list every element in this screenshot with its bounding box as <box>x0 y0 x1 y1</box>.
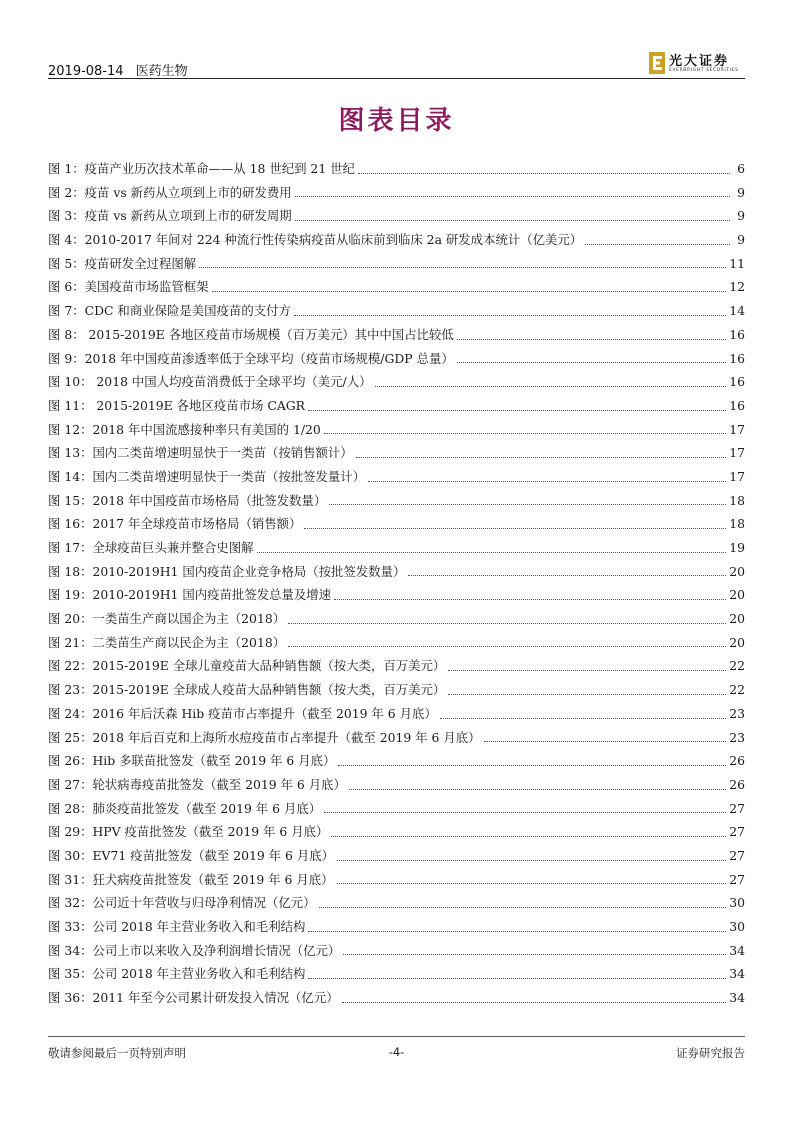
toc-dot-leader <box>308 409 726 411</box>
toc-entry-label[interactable]: 图 6：美国疫苗市场监管框架 <box>48 279 209 295</box>
toc-entry-label[interactable]: 图 25：2018 年后百克和上海所水痘疫苗市占率提升（截至 2019 年 6 月底） <box>48 729 481 745</box>
toc-entry[interactable] <box>48 773 745 797</box>
toc-entry-page[interactable]: 11 <box>729 255 745 271</box>
toc-entry[interactable] <box>48 749 745 773</box>
toc-dot-leader <box>457 338 726 340</box>
company-logo <box>649 50 745 78</box>
figure-table-of-contents <box>48 157 745 1010</box>
toc-dot-leader <box>440 717 726 719</box>
toc-entry[interactable] <box>48 299 745 323</box>
toc-entry-page[interactable]: 14 <box>729 303 745 319</box>
toc-entry-label[interactable]: 图 21：二类苗生产商以民企为主（2018） <box>48 634 286 650</box>
logo-mark-icon <box>649 52 665 74</box>
toc-entry-page[interactable]: 20 <box>729 634 745 650</box>
toc-entry-page[interactable]: 20 <box>729 611 745 627</box>
toc-dot-leader <box>448 669 726 671</box>
toc-dot-leader <box>324 432 726 434</box>
toc-dot-leader <box>349 788 726 790</box>
toc-entry-label[interactable]: 图 36：2011 年至今公司累计研发投入情况（亿元） <box>48 990 339 1006</box>
toc-entry-page[interactable]: 23 <box>729 705 745 721</box>
toc-entry-label[interactable]: 图 1：疫苗产业历次技术革命——从 18 世纪到 21 世纪 <box>48 161 355 176</box>
toc-entry[interactable] <box>48 323 745 347</box>
toc-entry-page[interactable]: 26 <box>729 776 745 792</box>
toc-entry[interactable] <box>48 441 745 465</box>
toc-entry-label[interactable]: 图 28：肺炎疫苗批签发（截至 2019 年 6 月底） <box>48 800 322 816</box>
toc-dot-leader <box>308 930 726 932</box>
toc-entry-page[interactable]: 6 <box>737 161 745 176</box>
toc-entry[interactable] <box>48 489 745 513</box>
toc-entry-page[interactable]: 30 <box>729 919 745 934</box>
toc-entry[interactable] <box>48 654 745 678</box>
toc-entry-page[interactable]: 17 <box>729 445 745 461</box>
toc-entry[interactable] <box>48 820 745 844</box>
toc-entry-label[interactable]: 图 29：HPV 疫苗批签发（截至 2019 年 6 月底） <box>48 824 329 840</box>
toc-entry[interactable] <box>48 891 745 915</box>
toc-dot-leader <box>358 172 730 174</box>
toc-entry-label[interactable]: 图 17：全球疫苗巨头兼并整合史图解 <box>48 540 254 555</box>
toc-entry-label[interactable]: 图 23：2015-2019E 全球成人疫苗大品种销售额（按大类，百万美元） <box>48 682 446 698</box>
toc-entry-label[interactable]: 图 33：公司 2018 年主营业务收入和毛利结构 <box>48 919 306 934</box>
toc-dot-leader <box>334 598 726 600</box>
toc-entry[interactable] <box>48 347 745 371</box>
toc-entry[interactable] <box>48 204 745 228</box>
toc-entry-page[interactable]: 20 <box>729 563 745 579</box>
toc-entry-page[interactable]: 17 <box>729 468 745 484</box>
toc-entry-label[interactable]: 图 35：公司 2018 年主营业务收入和毛利结构 <box>48 966 306 982</box>
toc-entry-label[interactable]: 图 3：疫苗 vs 新药从立项到上市的研发周期 <box>48 208 292 224</box>
toc-entry-label[interactable]: 图 2：疫苗 vs 新药从立项到上市的研发费用 <box>48 184 292 200</box>
toc-entry-label[interactable]: 图 20：一类苗生产商以国企为主（2018） <box>48 611 286 627</box>
toc-entry[interactable] <box>48 560 745 584</box>
toc-entry[interactable] <box>48 797 745 821</box>
toc-entry[interactable] <box>48 939 745 963</box>
toc-entry[interactable] <box>48 868 745 892</box>
toc-dot-leader <box>343 953 726 955</box>
toc-dot-leader <box>319 906 727 908</box>
footer-divider <box>48 1036 745 1037</box>
toc-entry-label[interactable]: 图 8： 2015-2019E 各地区疫苗市场规模（百万美元）其中中国占比较低 <box>48 326 454 342</box>
toc-entry[interactable] <box>48 181 745 205</box>
toc-entry-page[interactable]: 17 <box>729 421 745 437</box>
toc-entry[interactable] <box>48 962 745 986</box>
toc-entry-label[interactable]: 图 12：2018 年中国流感接种率只有美国的 1/20 <box>48 421 321 437</box>
toc-entry[interactable] <box>48 678 745 702</box>
toc-entry-label[interactable]: 图 31：狂犬病疫苗批签发（截至 2019 年 6 月底） <box>48 871 334 887</box>
toc-dot-leader <box>356 456 727 458</box>
toc-entry[interactable] <box>48 157 745 181</box>
toc-entry[interactable] <box>48 512 745 536</box>
toc-entry-page[interactable]: 34 <box>729 990 745 1006</box>
toc-entry-page[interactable]: 22 <box>729 682 745 698</box>
page-header <box>48 48 745 80</box>
footer-disclaimer: 敬请参阅最后一页特别声明 <box>48 1046 186 1060</box>
toc-entry-page[interactable]: 9 <box>737 208 745 224</box>
toc-entry-label[interactable]: 图 26：Hib 多联苗批签发（截至 2019 年 6 月底） <box>48 753 336 769</box>
toc-dot-leader <box>338 764 726 766</box>
toc-dot-leader <box>342 1001 727 1003</box>
toc-dot-leader <box>375 385 727 387</box>
toc-entry[interactable] <box>48 607 745 631</box>
toc-dot-leader <box>212 290 727 292</box>
toc-dot-leader <box>288 622 726 624</box>
toc-entry-page[interactable]: 20 <box>729 587 745 603</box>
toc-entry[interactable] <box>48 844 745 868</box>
toc-entry-page[interactable]: 34 <box>729 966 745 982</box>
toc-entry-label[interactable]: 图 24：2016 年后沃森 Hib 疫苗市占率提升（截至 2019 年 6 月底） <box>48 705 437 721</box>
toc-entry-label[interactable]: 图 5：疫苗研发全过程图解 <box>48 255 197 271</box>
footer-report-type: 证券研究报告 <box>676 1046 745 1060</box>
toc-entry-page[interactable]: 19 <box>729 540 745 555</box>
page-number: -4- <box>388 1045 405 1059</box>
toc-entry-label[interactable]: 图 18：2010-2019H1 国内疫苗企业竞争格局（按批签发数量） <box>48 563 406 579</box>
toc-entry-page[interactable]: 27 <box>729 800 745 816</box>
toc-entry-page[interactable]: 26 <box>729 753 745 769</box>
toc-entry-page[interactable]: 30 <box>729 895 745 911</box>
toc-entry[interactable] <box>48 465 745 489</box>
toc-entry-page[interactable]: 27 <box>729 824 745 840</box>
toc-dot-leader <box>457 361 726 363</box>
toc-dot-leader <box>368 480 726 482</box>
toc-entry-page[interactable]: 34 <box>729 942 745 958</box>
toc-dot-leader <box>295 219 730 221</box>
toc-entry-label[interactable]: 图 11： 2015-2019E 各地区疫苗市场 CAGR <box>48 397 305 413</box>
toc-entry-page[interactable]: 16 <box>729 374 745 390</box>
toc-dot-leader <box>337 859 726 861</box>
toc-entry-label[interactable]: 图 27：轮状病毒疫苗批签发（截至 2019 年 6 月底） <box>48 776 346 792</box>
toc-dot-leader <box>408 574 726 576</box>
toc-entry-page[interactable]: 9 <box>737 184 745 200</box>
page-title: 图表目录 <box>338 106 455 136</box>
toc-entry-page[interactable]: 23 <box>729 729 745 745</box>
toc-dot-leader <box>308 977 726 979</box>
toc-entry-page[interactable]: 9 <box>737 232 745 248</box>
toc-entry[interactable] <box>48 536 745 560</box>
toc-entry[interactable] <box>48 702 745 726</box>
toc-dot-leader <box>331 835 726 837</box>
toc-entry-label[interactable]: 图 19：2010-2019H1 国内疫苗批签发总量及增速 <box>48 587 332 603</box>
report-category: 医药生物 <box>135 64 188 79</box>
toc-dot-leader <box>295 195 730 197</box>
toc-entry-page[interactable]: 16 <box>729 397 745 413</box>
toc-entry[interactable] <box>48 228 745 252</box>
header-meta <box>48 60 188 79</box>
toc-entry[interactable] <box>48 915 745 939</box>
toc-entry-page[interactable]: 18 <box>729 516 745 532</box>
toc-entry[interactable] <box>48 583 745 607</box>
toc-dot-leader <box>199 266 726 268</box>
toc-entry-label[interactable]: 图 22：2015-2019E 全球儿童疫苗大品种销售额（按大类，百万美元） <box>48 658 446 674</box>
toc-entry-label[interactable]: 图 7：CDC 和商业保险是美国疫苗的支付方 <box>48 303 291 319</box>
toc-entry-page[interactable]: 27 <box>729 847 745 863</box>
toc-entry[interactable] <box>48 252 745 276</box>
toc-entry-page[interactable]: 27 <box>729 871 745 887</box>
toc-entry[interactable] <box>48 418 745 442</box>
toc-entry[interactable] <box>48 726 745 750</box>
toc-entry[interactable] <box>48 986 745 1010</box>
toc-dot-leader <box>324 811 726 813</box>
toc-entry-page[interactable]: 16 <box>729 326 745 342</box>
logo-text: 光大证券 <box>669 54 730 69</box>
toc-entry-page[interactable]: 22 <box>729 658 745 674</box>
toc-entry-label[interactable]: 图 9：2018 年中国疫苗渗透率低于全球平均（疫苗市场规模/GDP 总量） <box>48 350 454 366</box>
toc-entry-label[interactable]: 图 16：2017 年全球疫苗市场格局（销售额） <box>48 516 302 532</box>
toc-entry-label[interactable]: 图 15：2018 年中国疫苗市场格局（批签发数量） <box>48 492 327 508</box>
toc-dot-leader <box>294 314 726 316</box>
toc-dot-leader <box>448 693 726 695</box>
toc-entry[interactable] <box>48 631 745 655</box>
toc-entry[interactable] <box>48 275 745 299</box>
toc-dot-leader <box>329 503 726 505</box>
toc-entry-page[interactable]: 16 <box>729 350 745 366</box>
toc-entry-page[interactable]: 18 <box>729 492 745 508</box>
toc-entry-label[interactable]: 图 32：公司近十年营收与归母净利情况（亿元） <box>48 895 316 911</box>
toc-entry-page[interactable]: 12 <box>729 279 745 295</box>
toc-dot-leader <box>585 243 730 245</box>
toc-dot-leader <box>257 551 727 553</box>
toc-entry-label[interactable]: 图 34：公司上市以来收入及净利润增长情况（亿元） <box>48 942 341 958</box>
header-divider <box>48 78 745 79</box>
toc-entry[interactable] <box>48 394 745 418</box>
toc-dot-leader <box>304 527 726 529</box>
report-date: 2019-08-14 <box>48 64 124 79</box>
toc-entry[interactable] <box>48 370 745 394</box>
page-footer <box>48 1045 745 1063</box>
toc-entry-label[interactable]: 图 14：国内二类苗增速明显快于一类苗（按批签发量计） <box>48 468 366 484</box>
toc-dot-leader <box>337 882 727 884</box>
toc-entry-label[interactable]: 图 13：国内二类苗增速明显快于一类苗（按销售额计） <box>48 445 353 461</box>
toc-entry-label[interactable]: 图 4：2010-2017 年间对 224 种流行性传染病疫苗从临床前到临床 2a 研发成本统计（亿美元） <box>48 232 583 248</box>
toc-dot-leader <box>484 740 727 742</box>
logo-subtext: EVERBRIGHT SECURITIES <box>669 68 739 73</box>
toc-entry-label[interactable]: 图 10： 2018 中国人均疫苗消费低于全球平均（美元/人） <box>48 374 372 390</box>
toc-dot-leader <box>288 645 726 647</box>
toc-entry-label[interactable]: 图 30：EV71 疫苗批签发（截至 2019 年 6 月底） <box>48 847 335 863</box>
